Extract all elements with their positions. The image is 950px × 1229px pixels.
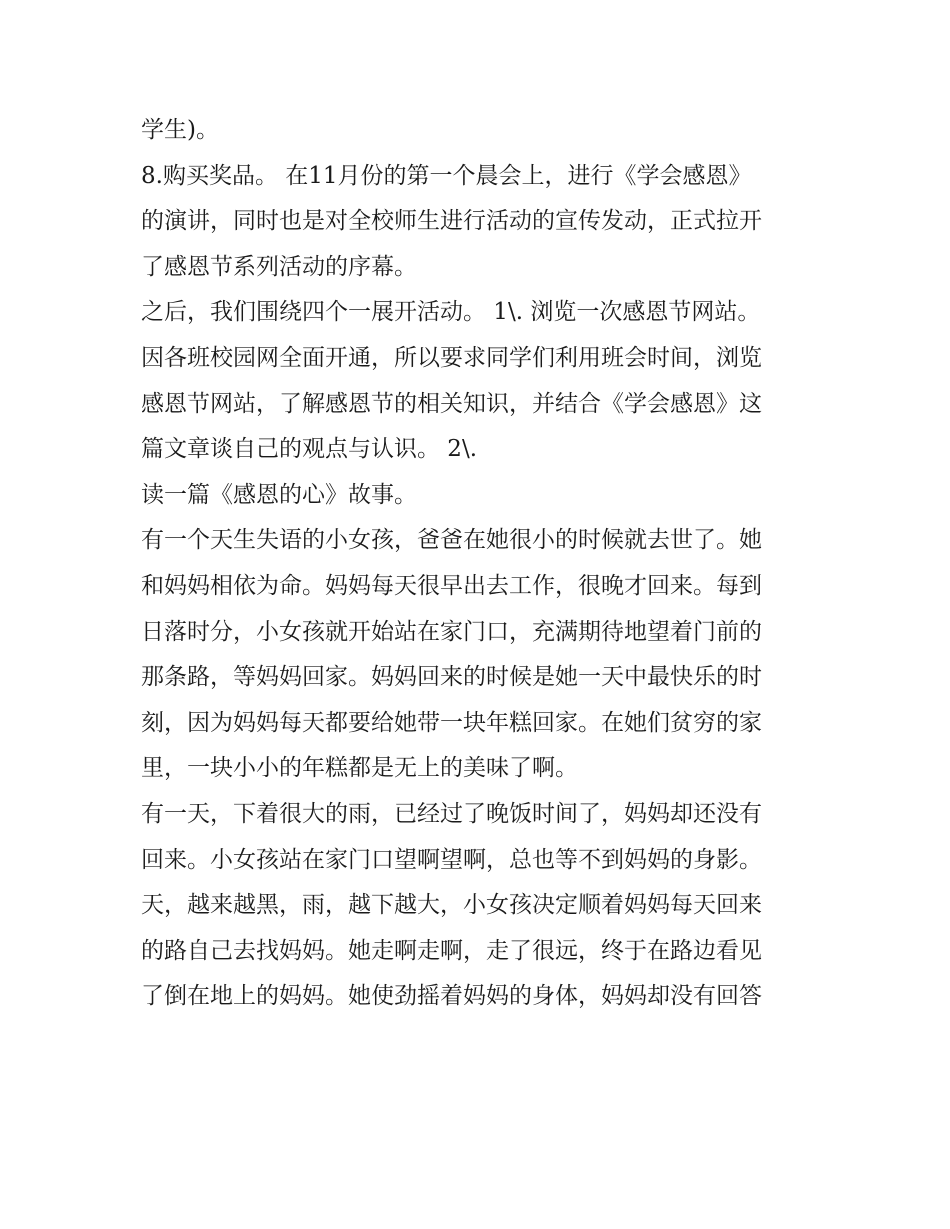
text-line: 回来。小女孩站在家门口望啊望啊，总也等不到妈妈的身影。 — [141, 846, 762, 873]
text-line: 里，一块小小的年糕都是无上的美味了啊。 — [141, 755, 578, 782]
text-line: 了倒在地上的妈妈。她使劲摇着妈妈的身体，妈妈却没有回答 — [141, 983, 762, 1010]
text-line: 和妈妈相依为命。妈妈每天很早出去工作，很晚才回来。每到 — [141, 572, 762, 599]
text-line: 8.购买奖品。 在11月份的第一个晨会上，进行《学会感恩》 — [141, 162, 752, 189]
text-line: 的路自己去找妈妈。她走啊走啊，走了很远，终于在路边看见 — [141, 937, 762, 964]
text-line: 那条路，等妈妈回家。妈妈回来的时候是她一天中最快乐的时 — [141, 664, 762, 691]
text-line: 篇文章谈自己的观点与认识。 2\. — [141, 436, 478, 463]
document-body — [141, 108, 821, 1020]
text-line: 读一篇《感恩的心》故事。 — [141, 481, 417, 508]
text-line: 的演讲，同时也是对全校师生进行活动的宣传发动，正式拉开 — [141, 208, 762, 235]
text-line: 学生)。 — [141, 117, 219, 143]
text-line: 日落时分，小女孩就开始站在家门口，充满期待地望着门前的 — [141, 618, 762, 645]
text-line: 感恩节网站，了解感恩节的相关知识，并结合《学会感恩》这 — [141, 390, 762, 417]
text-line: 因各班校园网全面开通，所以要求同学们利用班会时间，浏览 — [141, 344, 762, 371]
text-line: 天，越来越黑，雨，越下越大，小女孩决定顺着妈妈每天回来 — [141, 892, 762, 919]
text-line: 之后，我们围绕四个一展开活动。 1\. 浏览一次感恩节网站。 — [141, 299, 761, 326]
text-line: 有一个天生失语的小女孩，爸爸在她很小的时候就去世了。她 — [141, 527, 762, 554]
text-line: 了感恩节系列活动的序幕。 — [141, 253, 417, 280]
text-line: 有一天，下着很大的雨，已经过了晚饭时间了，妈妈却还没有 — [141, 800, 762, 827]
text-line: 刻，因为妈妈每天都要给她带一块年糕回家。在她们贫穷的家 — [141, 709, 762, 736]
